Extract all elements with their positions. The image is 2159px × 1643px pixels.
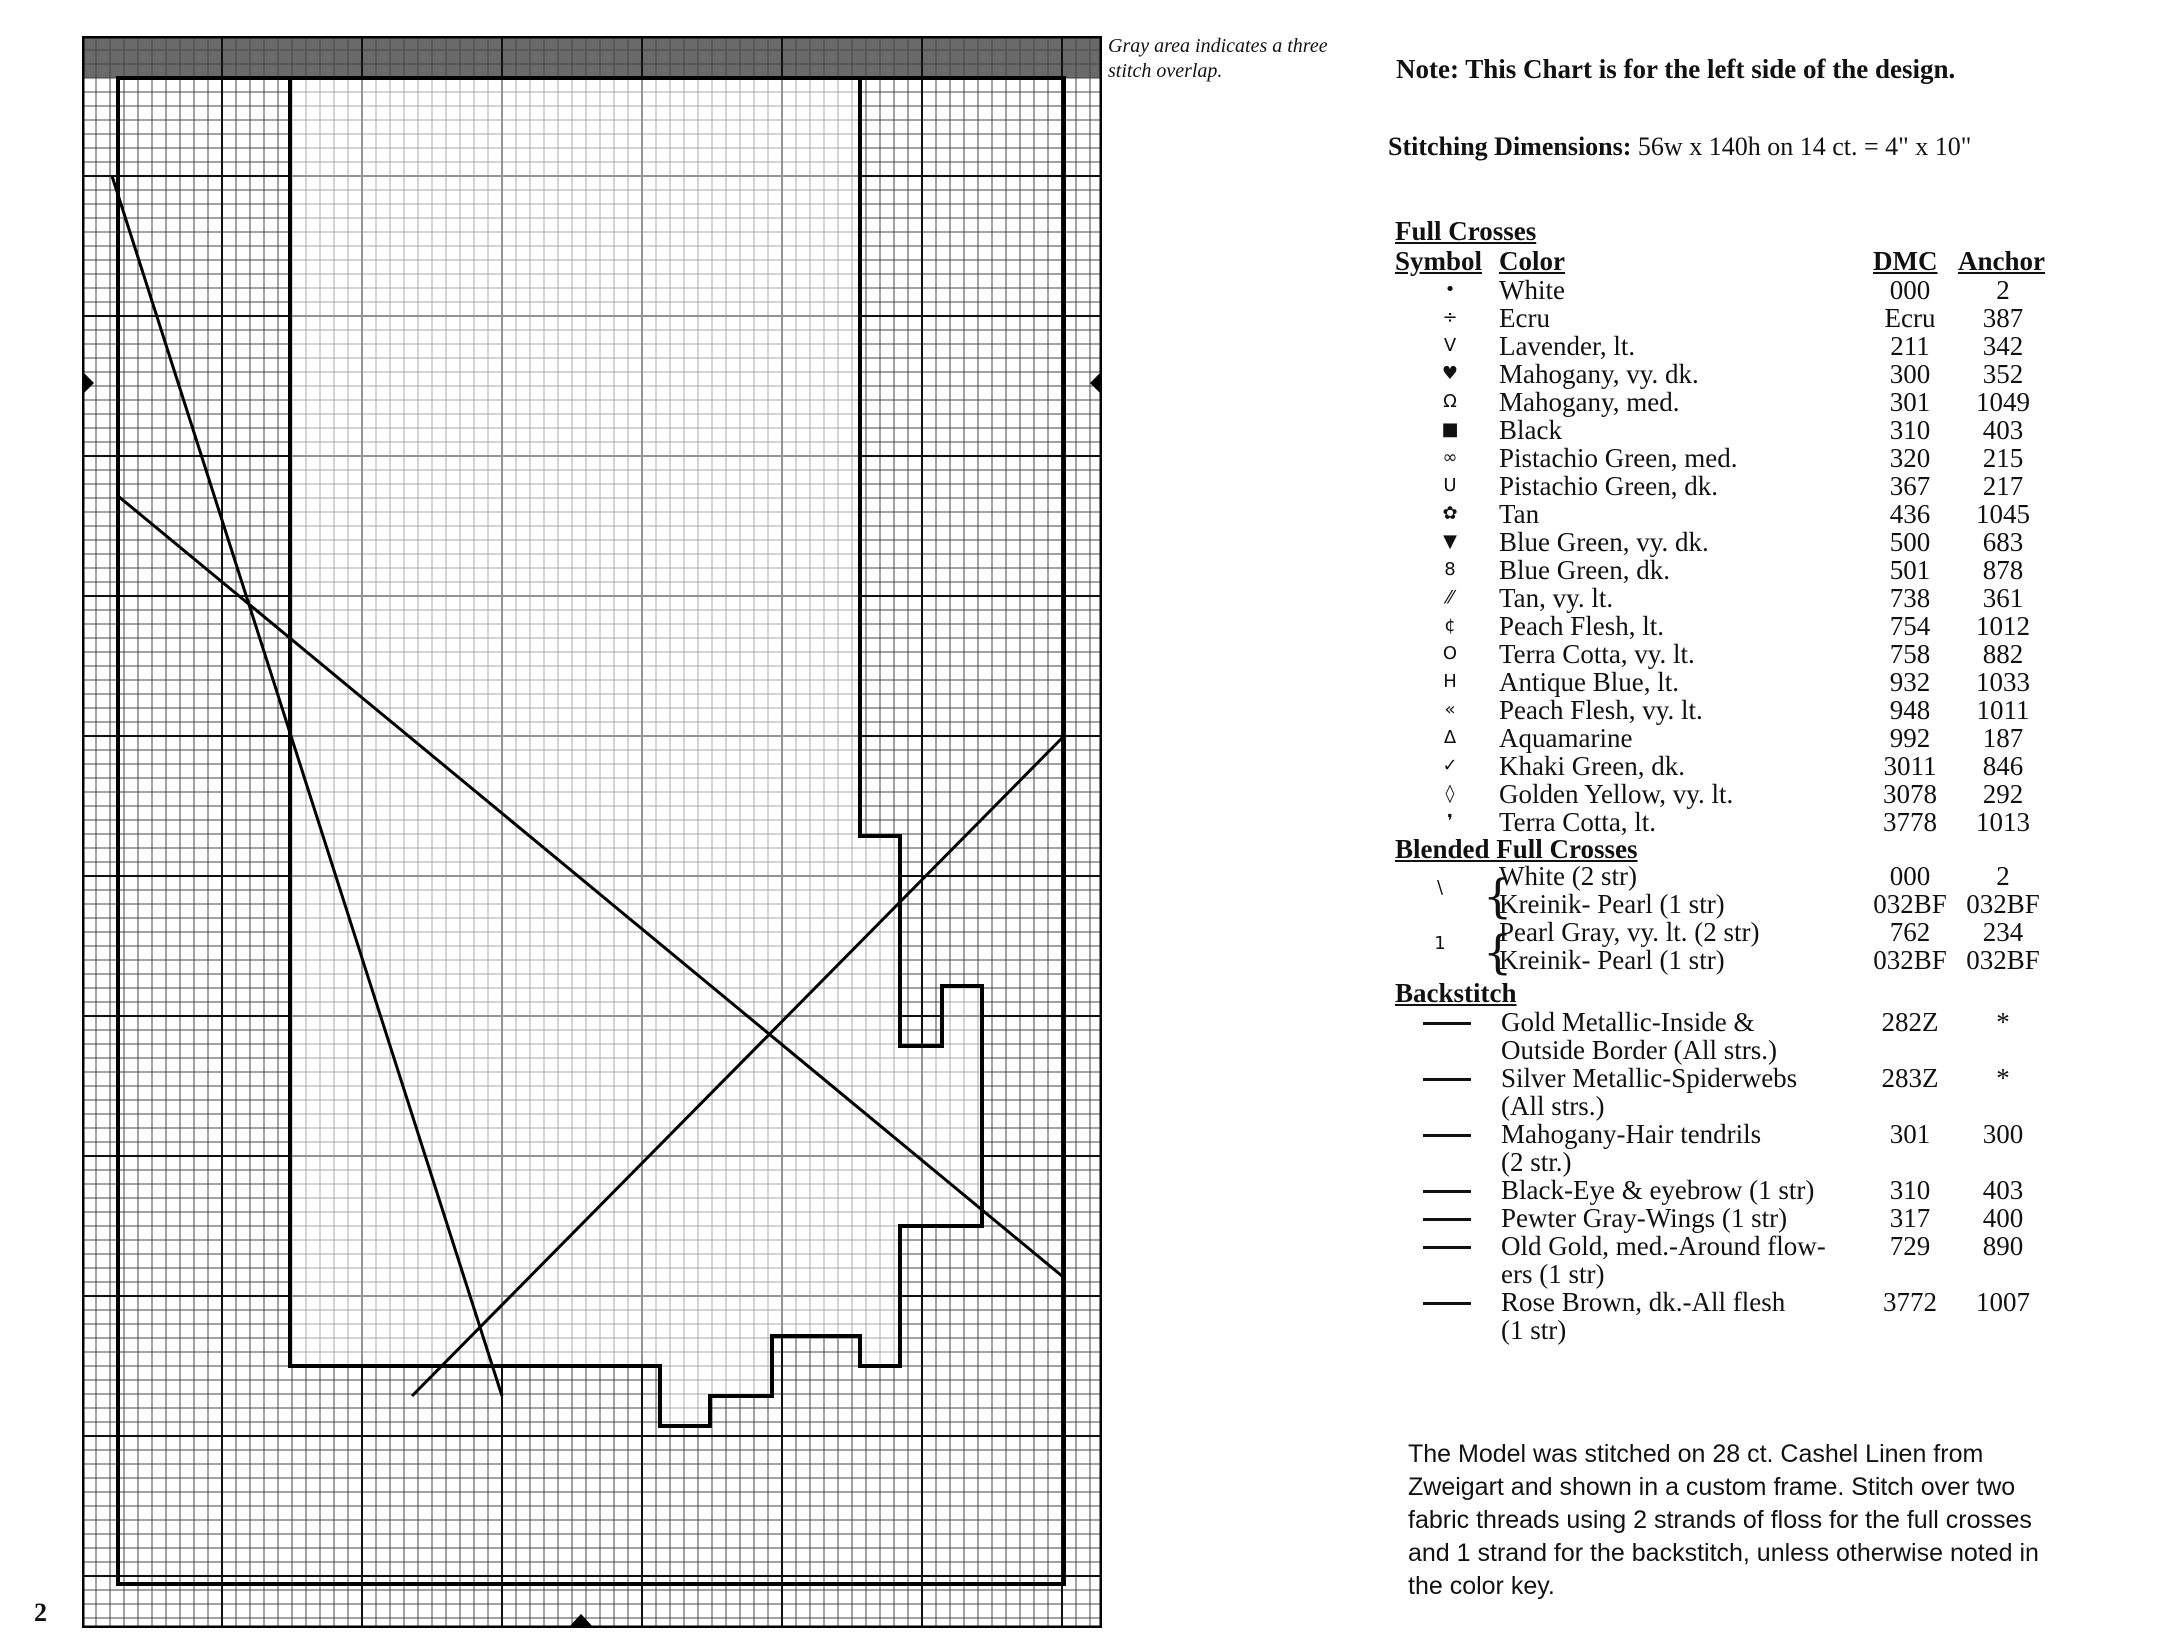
backstitch-name (1501, 1064, 1841, 1120)
backstitch-name-line2: Outside Border (All strs.) (1501, 1035, 1777, 1065)
dimensions-label: Stitching Dimensions: (1388, 132, 1632, 161)
key-dmc: 500 (1889, 527, 1931, 557)
key-symbol: U (1443, 475, 1457, 496)
backstitch-line-sample (1423, 1022, 1471, 1025)
blended-dmc: 762 (1889, 917, 1931, 947)
key-symbol: Δ (1443, 727, 1457, 748)
key-dmc: 932 (1889, 667, 1931, 697)
key-color-name: Blue Green, vy. dk. (1499, 527, 1709, 557)
stitching-dimensions (1388, 132, 1971, 162)
key-anchor: 1012 (1976, 611, 2030, 641)
key-dmc: 301 (1889, 387, 1931, 417)
symbol-header: Symbol (1395, 246, 1483, 276)
backstitch-anchor: * (1996, 1063, 2010, 1093)
backstitch-name (1501, 1232, 1841, 1288)
key-symbol: ♥ (1441, 363, 1459, 384)
blended-row (1395, 890, 2055, 918)
key-color-name: Golden Yellow, vy. lt. (1499, 779, 1734, 809)
blended-dmc: 032BF (1873, 945, 1947, 975)
gray-area-note: Gray area indicates a three stitch overlap. (1108, 35, 1328, 82)
anchor-header: Anchor (1958, 246, 2045, 276)
key-dmc: 754 (1889, 611, 1931, 641)
backstitch-line-sample (1423, 1134, 1471, 1137)
key-dmc: 501 (1889, 555, 1931, 585)
key-symbol: • (1444, 279, 1456, 300)
key-row (1395, 808, 2055, 836)
key-anchor: 1049 (1976, 387, 2030, 417)
backstitch-name-line1: Rose Brown, dk.-All flesh (1501, 1287, 1786, 1317)
blended-anchor: 2 (1996, 861, 2010, 891)
key-row (1395, 696, 2055, 724)
key-color-name: Tan, vy. lt. (1499, 583, 1614, 613)
backstitch-name-line2: (All strs.) (1501, 1091, 1605, 1121)
key-symbol: ¢ (1444, 615, 1456, 636)
key-row (1395, 276, 2055, 304)
key-anchor: 1011 (1976, 695, 2030, 725)
backstitch-dmc: 3772 (1883, 1287, 1937, 1317)
key-color-name: Terra Cotta, lt. (1499, 807, 1657, 837)
backstitch-name-line1: Silver Metallic-Spiderwebs (1501, 1063, 1798, 1093)
blended-row (1395, 862, 2055, 890)
key-dmc: 948 (1889, 695, 1931, 725)
backstitch-name (1501, 1008, 1841, 1064)
brace-glyph: { (1483, 925, 1513, 979)
key-anchor: 1013 (1976, 807, 2030, 837)
key-anchor: 387 (1982, 303, 2024, 333)
key-symbol: ❜ (1447, 811, 1453, 832)
color-header: Color (1499, 246, 1565, 276)
key-row (1395, 528, 2055, 556)
blended-symbol: \ (1436, 877, 1444, 898)
key-symbol: ✓ (1442, 755, 1458, 776)
key-anchor: 352 (1982, 359, 2024, 389)
chart-grid-svg (82, 36, 1102, 1628)
page-number: 2 (34, 1598, 47, 1627)
key-color-name: Mahogany, vy. dk. (1499, 359, 1699, 389)
backstitch-name-line2: (2 str.) (1501, 1147, 1572, 1177)
blended-row (1395, 918, 2055, 946)
key-symbol: O (1442, 643, 1458, 664)
inside-border-line (290, 78, 982, 1426)
backstitch-dmc: 729 (1889, 1231, 1931, 1261)
key-anchor: 846 (1982, 751, 2024, 781)
backstitch-anchor: 1007 (1976, 1287, 2030, 1317)
backstitch-line-sample (1423, 1218, 1471, 1221)
key-row (1395, 500, 2055, 528)
key-color-name: Tan (1499, 499, 1540, 529)
key-row (1395, 584, 2055, 612)
key-anchor: 882 (1982, 639, 2024, 669)
backstitch-line-sample (1423, 1190, 1471, 1193)
key-anchor: 1045 (1976, 499, 2030, 529)
backstitch-name-line1: Gold Metallic-Inside & (1501, 1007, 1755, 1037)
key-color-name: Ecru (1499, 303, 1550, 333)
key-dmc: 758 (1889, 639, 1931, 669)
backstitch-anchor: 890 (1982, 1231, 2024, 1261)
key-row (1395, 780, 2055, 808)
backstitch-anchor: 403 (1982, 1175, 2024, 1205)
key-anchor: 683 (1982, 527, 2024, 557)
blended-color-name: Kreinik- Pearl (1 str) (1499, 945, 1725, 975)
blended-color-name: Kreinik- Pearl (1 str) (1499, 889, 1725, 919)
key-row (1395, 640, 2055, 668)
model-description: The Model was stitched on 28 ct. Cashel Linen from Zweigart and shown in a custom frame. Stitch over two fabric threads using 2 strands of floss for the full crosses and 1 strand for the backstitch, unless otherwise noted in the color key. (1408, 1440, 2039, 1600)
center-marker-left (82, 371, 94, 395)
key-dmc: 211 (1890, 331, 1930, 361)
key-color-name: Pistachio Green, med. (1499, 443, 1738, 473)
key-anchor: 403 (1982, 415, 2024, 445)
backstitch-line-sample (1423, 1078, 1471, 1081)
key-color-name: White (1499, 275, 1565, 305)
backstitch-name (1501, 1288, 1841, 1344)
key-anchor: 217 (1982, 471, 2024, 501)
key-row (1395, 304, 2055, 332)
backstitch-line-sample (1423, 1246, 1471, 1249)
blended-dmc: 000 (1889, 861, 1931, 891)
key-row (1395, 332, 2055, 360)
key-anchor: 342 (1982, 331, 2024, 361)
key-symbol: Ω (1443, 391, 1457, 412)
key-dmc: 738 (1889, 583, 1931, 613)
key-symbol: « (1444, 699, 1456, 720)
key-row (1395, 612, 2055, 640)
key-color-name: Peach Flesh, vy. lt. (1499, 695, 1703, 725)
key-symbol: H (1443, 671, 1457, 692)
blended-title: Blended Full Crosses (1395, 834, 1638, 864)
brace-glyph: { (1483, 869, 1513, 923)
key-symbol: V (1443, 335, 1457, 356)
key-row (1395, 668, 2055, 696)
key-symbol: ✿ (1442, 503, 1458, 524)
key-anchor: 187 (1982, 723, 2024, 753)
key-dmc: 320 (1889, 443, 1931, 473)
chart-side-note: Note: This Chart is for the left side of the design. (1396, 54, 1956, 84)
backstitch-name (1501, 1204, 1841, 1232)
full-crosses-title: Full Crosses (1395, 216, 1537, 246)
key-dmc: Ecru (1884, 303, 1936, 333)
key-anchor: 215 (1982, 443, 2024, 473)
key-dmc: 367 (1889, 471, 1931, 501)
backstitch-name-line1: Old Gold, med.-Around flow- (1501, 1231, 1826, 1261)
blended-dmc: 032BF (1873, 889, 1947, 919)
key-row (1395, 444, 2055, 472)
backstitch-name-line1: Pewter Gray-Wings (1 str) (1501, 1203, 1788, 1233)
key-dmc: 000 (1889, 275, 1931, 305)
key-anchor: 361 (1982, 583, 2024, 613)
backstitch-line-sample (1423, 1302, 1471, 1305)
backstitch-anchor: 400 (1982, 1203, 2024, 1233)
key-color-name: Khaki Green, dk. (1499, 751, 1685, 781)
dimensions-value: 56w x 140h on 14 ct. = 4" x 10" (1637, 132, 1972, 161)
key-color-name: Peach Flesh, lt. (1499, 611, 1664, 641)
backstitch-name-line1: Black-Eye & eyebrow (1 str) (1501, 1175, 1815, 1205)
blended-row (1395, 946, 2055, 974)
key-color-name: Terra Cotta, vy. lt. (1499, 639, 1695, 669)
center-marker-right (1090, 371, 1102, 395)
key-dmc: 310 (1889, 415, 1931, 445)
blended-anchor: 234 (1982, 917, 2024, 947)
backstitch-name (1501, 1120, 1841, 1176)
blended-color-name: Pearl Gray, vy. lt. (2 str) (1499, 917, 1760, 947)
key-dmc: 300 (1889, 359, 1931, 389)
backstitch-dmc: 310 (1889, 1175, 1931, 1205)
cross-stitch-chart (82, 36, 1102, 1628)
key-color-name: Mahogany, med. (1499, 387, 1680, 417)
key-dmc: 436 (1889, 499, 1931, 529)
key-row (1395, 556, 2055, 584)
blended-anchor: 032BF (1966, 945, 2040, 975)
key-color-name: Lavender, lt. (1499, 331, 1636, 361)
dmc-header: DMC (1873, 246, 1938, 276)
key-symbol: ▼ (1443, 531, 1457, 552)
backstitch-dmc: 282Z (1881, 1007, 1939, 1037)
key-color-name: Aquamarine (1499, 723, 1633, 753)
backstitch-anchor: * (1996, 1007, 2010, 1037)
key-dmc: 992 (1889, 723, 1931, 753)
key-dmc: 3078 (1883, 779, 1937, 809)
key-symbol: 8 (1444, 559, 1456, 580)
key-row (1395, 360, 2055, 388)
backstitch-dmc: 283Z (1881, 1063, 1939, 1093)
backstitch-name-line1: Mahogany-Hair tendrils (1501, 1119, 1762, 1149)
key-dmc: 3778 (1883, 807, 1937, 837)
key-symbol: ■ (1441, 419, 1459, 440)
key-color-name: Antique Blue, lt. (1499, 667, 1679, 697)
backstitch-name-line2: (1 str) (1501, 1315, 1567, 1345)
key-symbol: ∞ (1442, 447, 1458, 468)
backstitch-dmc: 301 (1889, 1119, 1931, 1149)
key-row (1395, 388, 2055, 416)
key-symbol: ⁄⁄ (1446, 587, 1453, 608)
key-anchor: 878 (1982, 555, 2024, 585)
key-dmc: 3011 (1883, 751, 1937, 781)
key-symbol: ◊ (1445, 783, 1455, 804)
backstitch-name (1501, 1176, 1841, 1204)
key-color-name: Blue Green, dk. (1499, 555, 1670, 585)
backstitch-dmc: 317 (1889, 1203, 1931, 1233)
key-anchor: 1033 (1976, 667, 2030, 697)
backstitch-title: Backstitch (1395, 978, 1517, 1008)
key-row (1395, 724, 2055, 752)
overlap-band (82, 36, 1102, 78)
key-symbol: ÷ (1442, 307, 1458, 328)
key-color-name: Pistachio Green, dk. (1499, 471, 1718, 501)
key-row (1395, 472, 2055, 500)
backstitch-name-line2: ers (1 str) (1501, 1259, 1605, 1289)
key-anchor: 2 (1996, 275, 2010, 305)
backstitch-anchor: 300 (1982, 1119, 2024, 1149)
key-row (1395, 752, 2055, 780)
key-color-name: Black (1499, 415, 1562, 445)
blended-anchor: 032BF (1966, 889, 2040, 919)
key-row (1395, 416, 2055, 444)
key-anchor: 292 (1982, 779, 2024, 809)
blended-color-name: White (2 str) (1499, 861, 1637, 891)
blended-symbol: 1 (1434, 933, 1446, 954)
